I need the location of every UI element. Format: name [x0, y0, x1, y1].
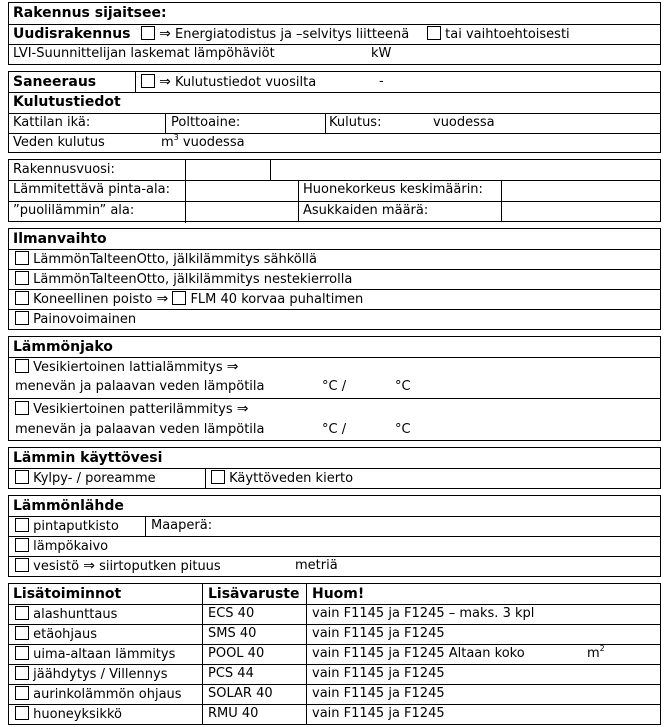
floor-heating-checkbox[interactable]: [15, 359, 29, 373]
radiator-label: Vesikiertoinen patterilämmitys: [33, 402, 233, 417]
water-body-label: vesistö: [33, 559, 80, 574]
radiator-checkbox[interactable]: [15, 401, 29, 415]
vent-opt4-checkbox[interactable]: [15, 311, 29, 325]
alt-text: tai vaihtoehtoisesti: [445, 27, 570, 42]
ceiling-height-label: Huonekorkeus keskimäärin:: [303, 182, 483, 197]
heated-area-label: Lämmitettävä pinta-ala:: [13, 182, 170, 197]
extras-header-acc: Lisävaruste: [208, 586, 300, 602]
extras-header-note: Huom!: [312, 586, 365, 602]
water-usage-label: Veden kulutus: [13, 135, 105, 150]
circulation-checkbox[interactable]: [211, 470, 225, 484]
kw-unit: kW: [371, 46, 392, 61]
floor-temp-out-unit: °C /: [322, 379, 347, 394]
floor-heating-label: Vesikiertoinen lattialämmitys: [33, 360, 223, 375]
arrow-icon: ⇒: [236, 401, 249, 417]
vent-opt4-label: Painovoimainen: [33, 312, 137, 327]
table-row: jäähdytys / Villennys: [15, 666, 167, 683]
arrow-icon: ⇒: [83, 558, 95, 574]
note-cell: vain F1145 ja F1245: [312, 626, 445, 641]
vent-opt1-label: LämmönTalteenOtto, jälkilämmitys sähköllä: [33, 252, 317, 267]
floor-temp-ret-unit: °C: [395, 379, 411, 394]
table-row: alashunttaus: [15, 606, 117, 623]
renovation-text: Kulutustiedot vuosilta: [175, 75, 317, 90]
surface-pipe-label: pintaputkisto: [33, 519, 119, 534]
note-cell: vain F1145 ja F1245 – maks. 3 kpl: [312, 606, 535, 621]
source-title: Lämmönlähde: [13, 498, 124, 514]
arrow-icon: ⇒: [226, 359, 239, 375]
location-title: Rakennus sijaitsee:: [13, 5, 167, 21]
radiator-temp-ret-unit: °C: [395, 422, 411, 437]
half-heated-label: ”puolilämmin” ala:: [13, 203, 135, 218]
residents-label: Asukkaiden määrä:: [303, 203, 429, 218]
table-row: aurinkolämmön ohjaus: [15, 686, 182, 703]
boiler-age-label: Kattilan ikä:: [13, 115, 91, 130]
source-section: [8, 495, 661, 577]
table-row: etäohjaus: [15, 626, 97, 643]
vent-opt3-label: Koneellinen poisto: [33, 292, 153, 307]
circulation-label: Käyttöveden kierto: [229, 471, 354, 486]
note-cell: vain F1145 ja F1245: [312, 666, 445, 681]
distribution-title: Lämmönjako: [13, 339, 113, 355]
building-section: [8, 159, 661, 222]
ventilation-section: [8, 228, 661, 330]
well-checkbox[interactable]: [15, 538, 29, 552]
row-checkbox[interactable]: [15, 606, 29, 620]
consumption-title: Kulutustiedot: [13, 94, 121, 110]
row-checkbox[interactable]: [15, 686, 29, 700]
usage-label: Kulutus:: [329, 115, 382, 130]
renovation-dash: -: [379, 74, 384, 89]
new-build-checkbox[interactable]: [141, 26, 155, 40]
per-year-label: vuodessa: [433, 115, 495, 130]
new-build-label: Uudisrakennus: [13, 26, 131, 42]
note-cell: vain F1145 ja F1245: [312, 706, 445, 721]
fuel-label: Polttoaine:: [171, 115, 241, 130]
water-body-checkbox[interactable]: [15, 558, 29, 572]
water-unit: $m^3$ vuodessa: [161, 133, 245, 150]
floor-temp-label: menevän ja palaavan veden lämpötila: [15, 379, 265, 394]
well-label: lämpökaivo: [33, 539, 109, 554]
arrow-icon: ⇒: [156, 291, 169, 307]
lvi-text: LVI-Suunnittelijan laskemat lämpöhäviöt: [13, 46, 275, 61]
vent-opt3-checkbox[interactable]: [15, 291, 29, 305]
note-cell: vain F1145 ja F1245 Altaan koko: [312, 646, 525, 661]
row-checkbox[interactable]: [15, 626, 29, 640]
accessory-cell: ECS 40: [208, 606, 255, 621]
vent-opt2-checkbox[interactable]: [15, 271, 29, 285]
renovation-checkbox[interactable]: [141, 74, 155, 88]
energy-text: Energiatodistus ja –selvitys liitteenä: [175, 27, 410, 42]
accessory-cell: RMU 40: [208, 706, 259, 721]
arrow-icon: ⇒: [159, 26, 171, 42]
table-row: uima-altaan lämmitys: [15, 646, 175, 663]
extras-table: [8, 583, 661, 725]
radiator-temp-label: menevän ja palaavan veden lämpötila: [15, 422, 265, 437]
renovation-label: Saneeraus: [13, 74, 97, 90]
vent-flm-checkbox[interactable]: [172, 291, 186, 305]
renovation-section: [8, 71, 661, 153]
accessory-cell: SMS 40: [208, 626, 257, 641]
vent-flm-label: FLM 40 korvaa puhaltimen: [190, 292, 364, 307]
vent-opt1-checkbox[interactable]: [15, 251, 29, 265]
vent-opt2-label: LämmönTalteenOtto, jälkilämmitys nestekierrolla: [33, 272, 353, 287]
location-section: [8, 2, 661, 65]
distribution-section: [8, 336, 661, 441]
alternative-checkbox[interactable]: [427, 26, 441, 40]
surface-pipe-checkbox[interactable]: [15, 518, 29, 532]
accessory-cell: SOLAR 40: [208, 686, 273, 701]
ventilation-title: Ilmanvaihto: [13, 231, 107, 247]
accessory-cell: POOL 40: [208, 646, 265, 661]
soil-label: Maaperä:: [151, 518, 213, 533]
hot-water-section: [8, 447, 661, 489]
radiator-temp-out-unit: °C /: [322, 422, 347, 437]
extras-header-func: Lisätoiminnot: [13, 586, 122, 602]
arrow-icon: ⇒: [159, 74, 171, 90]
pool-area-unit: $m^2$: [587, 644, 605, 661]
pipe-length-label: siirtoputken pituus: [99, 559, 221, 574]
note-cell: vain F1145 ja F1245: [312, 686, 445, 701]
bath-label: Kylpy- / poreamme: [33, 471, 156, 486]
hot-water-title: Lämmin käyttövesi: [13, 450, 163, 466]
build-year-label: Rakennusvuosi:: [13, 162, 115, 177]
bath-checkbox[interactable]: [15, 470, 29, 484]
row-checkbox[interactable]: [15, 666, 29, 680]
meters-label: metriä: [295, 558, 338, 573]
table-row: huoneyksikkö: [15, 706, 122, 723]
row-checkbox[interactable]: [15, 646, 29, 660]
row-checkbox[interactable]: [15, 706, 29, 720]
accessory-cell: PCS 44: [208, 666, 254, 681]
